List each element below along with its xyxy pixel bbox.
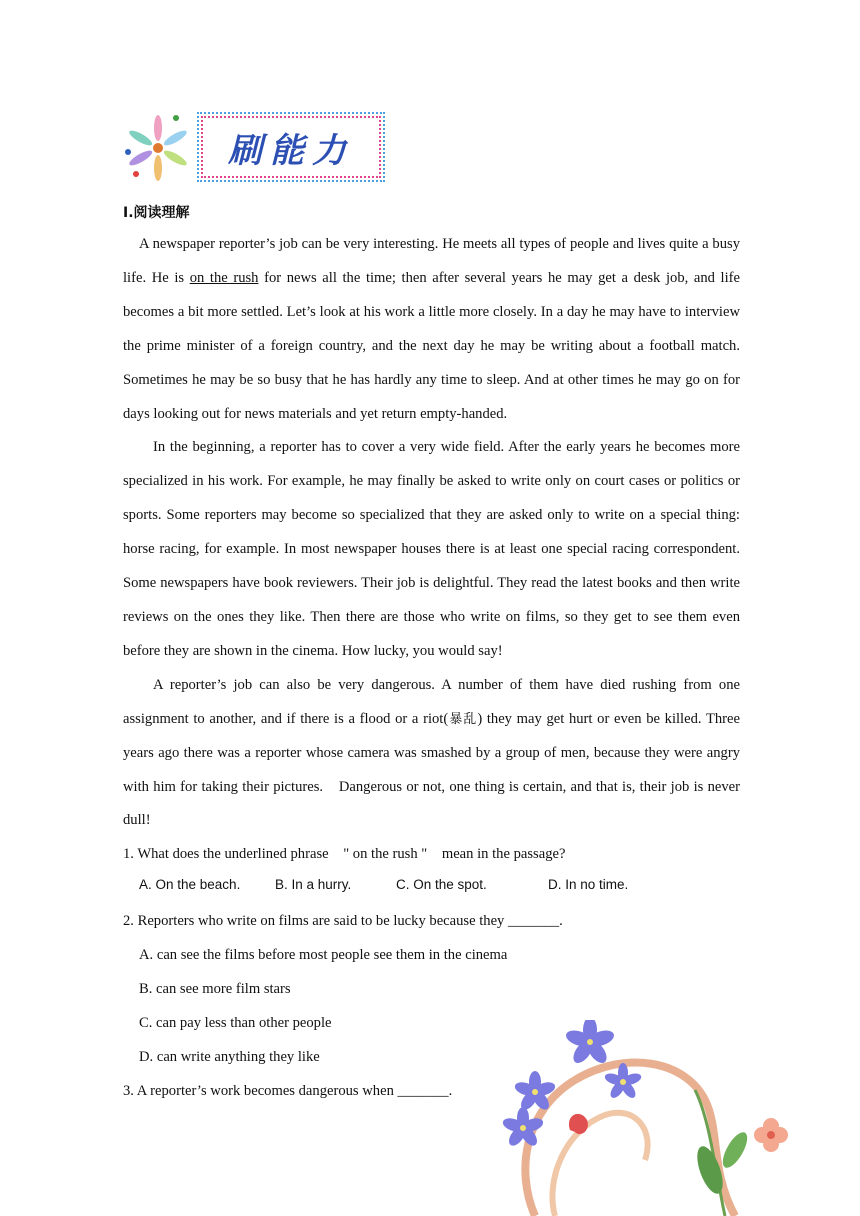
banner-text: 刷能力: [228, 130, 354, 171]
question-1: 1. What does the underlined phrase " on the rush " mean in the passage?: [123, 846, 566, 862]
underlined-phrase: on the rush: [189, 269, 259, 286]
paragraph-3: [123, 669, 740, 839]
floral-decoration-icon: [495, 1020, 795, 1216]
paragraph-3-text-a: A reporter’s job can also be very dangerous. A number of them have died rushing from one assignment to another, and if there is a flood or a riot(: [123, 676, 740, 727]
question-3: 3. A reporter’s work becomes dangerous when _______.: [123, 1083, 453, 1099]
q1-option-c: C. On the spot.: [396, 877, 487, 892]
q2-option-d: D. can write anything they like: [139, 1049, 320, 1065]
section-title: Ⅰ.阅读理解: [123, 205, 190, 221]
question-2: 2. Reporters who write on films are said to be lucky because they _______.: [123, 913, 563, 929]
q1-option-d: D. In no time.: [548, 877, 629, 892]
paragraph-3-text-b: ) they may get hurt or even be killed. Three years ago there was a reporter whose camera was smashed by a group of men, because they were angry with him for taking their pictures. Dangerous or not, one thing is certain, and that is, their job is never dull!: [123, 710, 740, 829]
q1-option-b: B. In a hurry.: [275, 877, 352, 892]
section-banner: [201, 116, 381, 178]
paragraph-2: In the beginning, a reporter has to cover a very wide field. After the early years he becomes more specialized in his work. For example, he may finally be asked to write only on court cases or politics or sports. Some reporters may become so specialized that they are asked only to write on a special thing: horse racing, for example. In most newspaper houses there is at least one special racing correspondent. Some newspapers have book reviewers. Their job is delightful. They read the latest books and then write reviews on the ones they like. Then there are those who write on films, so they get to see them even before they are shown in the cinema. How lucky, you would say!: [123, 439, 740, 659]
chinese-gloss: 暴乱: [448, 711, 478, 727]
q2-option-b: B. can see more film stars: [139, 981, 291, 997]
q1-option-a: A. On the beach.: [139, 877, 241, 892]
paragraph-1: [123, 228, 740, 431]
q2-option-a: A. can see the films before most people see them in the cinema: [139, 947, 508, 963]
reading-passage: [123, 228, 740, 838]
paragraph-1-text-a: A newspaper reporter’s job can be very interesting. He meets all types of people and lives quite a busy life. He is: [123, 236, 740, 286]
q2-option-c: C. can pay less than other people: [139, 1015, 332, 1031]
paragraph-1-text-b: for news all the time; then after several years he may get a desk job, and life becomes a bit more settled. Let’s look at his work a little more closely. In a day he may have to interview the prime minister of a foreign country, and the next day he may be writing about a football match. Sometimes he may be so busy that he has hardly any time to sleep. And at other times he may go on for days looking out for news materials and yet return empty-handed.: [123, 269, 740, 422]
